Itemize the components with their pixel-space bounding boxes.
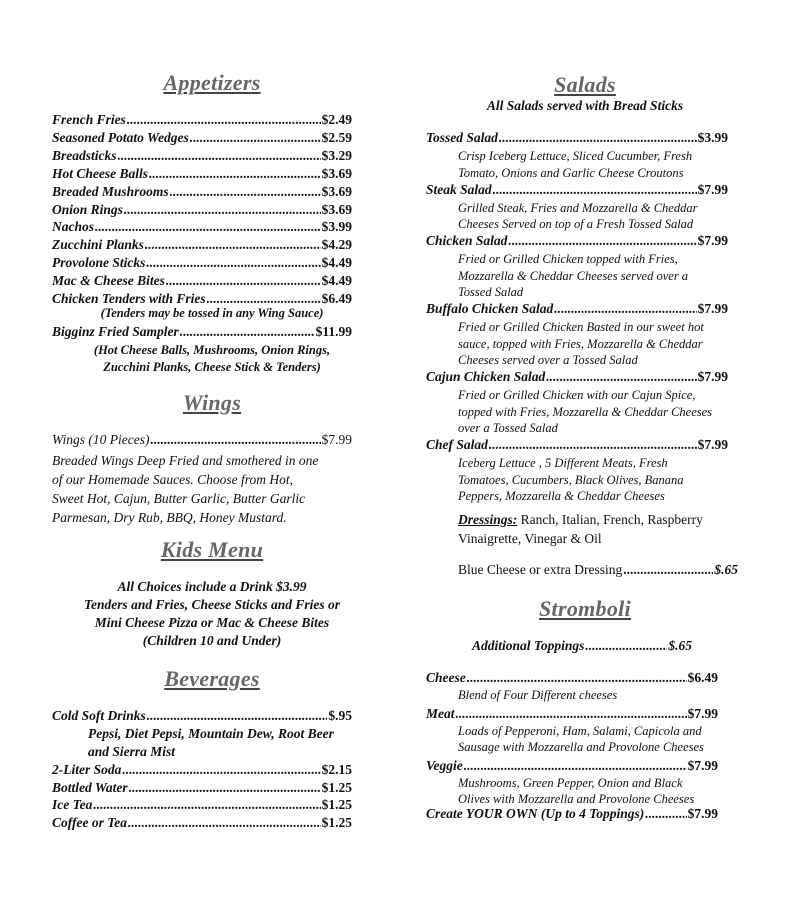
menu-item xyxy=(52,184,352,200)
menu-item-blue-cheese xyxy=(458,562,738,578)
soft-drinks-note-2: and Sierra Mist xyxy=(88,744,176,759)
item-name: Wings (10 Pieces) xyxy=(52,432,150,447)
item-name: Provolone Sticks xyxy=(52,255,146,271)
item-price: $7.99 xyxy=(697,233,728,248)
item-price: $3.69 xyxy=(321,165,352,181)
item-name: Breadsticks xyxy=(52,147,117,163)
menu-item-soft-drinks xyxy=(52,708,352,724)
menu-item xyxy=(426,233,728,249)
item-name: Veggie xyxy=(426,757,463,773)
item-name: Chicken Tenders with Fries xyxy=(52,291,206,306)
desc-line: Peppers, Mozzarella & Cheddar Cheeses xyxy=(458,489,665,503)
menu-item xyxy=(52,202,352,218)
item-name: Hot Cheese Balls xyxy=(52,165,149,181)
item-price: $.95 xyxy=(328,708,352,723)
desc-line: Iceberg Lettuce , 5 Different Meats, Fresh xyxy=(458,456,668,470)
desc-line: Crisp Iceberg Lettuce, Sliced Cucumber, Fresh xyxy=(458,149,693,163)
sampler-note-2: Zucchini Planks, Cheese Stick & Tenders) xyxy=(103,360,321,374)
desc-line: Mozzarella & Cheddar Cheeses served over a xyxy=(458,268,689,283)
item-name: Chicken Salad xyxy=(426,233,508,248)
item-name: Steak Salad xyxy=(426,181,492,197)
kids-line-4: (Children 10 and Under) xyxy=(142,633,282,648)
item-description xyxy=(458,319,758,369)
menu-item xyxy=(52,815,352,831)
desc-line: Tossed Salad xyxy=(458,285,524,299)
desc-line: Tomatoes, Cucumbers, Black Olives, Banana xyxy=(458,472,684,487)
desc-line: Sausage with Mozzarella and Provolone Cheeses xyxy=(458,740,704,754)
desc-line: Parmesan, Dry Rub, BBQ, Honey Mustard. xyxy=(52,510,287,525)
menu-item xyxy=(52,273,352,289)
menu-item xyxy=(52,291,352,307)
menu-item xyxy=(52,130,352,146)
kids-line-1: All Choices include a Drink $3.99 xyxy=(117,579,307,594)
item-description xyxy=(458,775,758,808)
desc-line: Fried or Grilled Chicken topped with Fries, xyxy=(458,252,678,266)
item-price: $4.29 xyxy=(321,237,352,253)
tenders-note: (Tenders may be tossed in any Wing Sauce) xyxy=(100,306,324,320)
item-name: Additional Toppings xyxy=(472,638,585,653)
menu-item xyxy=(426,182,728,198)
menu-item xyxy=(52,166,352,182)
kids-line-2: Tenders and Fries, Cheese Sticks and Fries or xyxy=(83,597,341,612)
stromboli-title: Stromboli xyxy=(539,596,631,621)
item-price: $2.49 xyxy=(321,112,352,127)
salads-subtitle: All Salads served with Bread Sticks xyxy=(486,98,684,113)
menu-item xyxy=(426,130,728,146)
item-name: Tossed Salad xyxy=(426,130,498,145)
menu-item xyxy=(426,437,728,453)
soft-drinks-note-1: Pepsi, Diet Pepsi, Mountain Dew, Root Beer xyxy=(88,726,334,741)
item-name: Bottled Water xyxy=(52,779,128,795)
item-price: $2.59 xyxy=(321,129,352,145)
dressings-text: Ranch, Italian, French, Raspberry xyxy=(517,512,703,527)
menu-item xyxy=(52,148,352,164)
menu-item xyxy=(426,301,728,317)
item-name: Cold Soft Drinks xyxy=(52,708,146,723)
dressings xyxy=(458,510,758,548)
item-name: Coffee or Tea xyxy=(52,814,127,830)
menu-item xyxy=(52,112,352,128)
desc-line: Blend of Four Different cheeses xyxy=(458,688,618,702)
item-name: Cheese xyxy=(426,670,466,685)
menu-item-wings xyxy=(52,432,352,448)
item-price: $7.99 xyxy=(687,705,718,721)
item-price: $1.25 xyxy=(321,797,352,812)
kids-menu-title: Kids Menu xyxy=(160,537,264,562)
item-price: $3.29 xyxy=(321,147,352,163)
desc-line: Cheeses Served on top of a Fresh Tossed Salad xyxy=(458,217,694,231)
item-price: $4.49 xyxy=(321,273,352,289)
item-description xyxy=(458,148,758,181)
item-name: Blue Cheese or extra Dressing xyxy=(458,562,623,577)
menu-item xyxy=(426,758,718,774)
item-name: Nachos xyxy=(52,219,95,235)
menu-item-additional-toppings xyxy=(472,638,692,654)
item-name: Buffalo Chicken Salad xyxy=(426,301,554,316)
desc-line: Olives with Mozzarella and Provolone Cheeses xyxy=(458,792,695,806)
desc-line: topped with Fries, Mozzarella & Cheddar Cheeses xyxy=(458,404,713,419)
item-price: $7.99 xyxy=(687,806,718,821)
desc-line: Loads of Pepperoni, Ham, Salami, Capicola and xyxy=(458,723,702,738)
desc-line: of our Homemade Sauces. Choose from Hot, xyxy=(52,472,293,487)
menu-item xyxy=(52,219,352,235)
item-price: $2.15 xyxy=(321,762,352,777)
item-description xyxy=(458,687,758,704)
item-name: Mac & Cheese Bites xyxy=(52,273,165,289)
item-price: $7.99 xyxy=(697,181,728,197)
item-name: Breaded Mushrooms xyxy=(52,183,169,199)
item-name: Cajun Chicken Salad xyxy=(426,369,546,384)
item-price: $3.99 xyxy=(697,130,728,145)
item-description xyxy=(458,723,758,756)
item-name: Seasoned Potato Wedges xyxy=(52,129,189,145)
menu-item-sampler xyxy=(52,324,352,340)
desc-line: Breaded Wings Deep Fried and smothered in one xyxy=(52,453,319,468)
desc-line: sauce, topped with Fries, Mozzarella & Cheddar xyxy=(458,336,703,351)
item-price: $1.25 xyxy=(321,814,352,830)
item-name: Zucchini Planks xyxy=(52,237,144,253)
item-price: $7.99 xyxy=(697,301,728,316)
item-name: Ice Tea xyxy=(52,797,93,812)
menu-item xyxy=(426,706,718,722)
item-price: $3.69 xyxy=(321,183,352,199)
item-price: $7.99 xyxy=(321,432,352,447)
desc-line: Grilled Steak, Fries and Mozzarella & Cheddar xyxy=(458,200,698,215)
dressings-text: Vinaigrette, Vinegar & Oil xyxy=(458,531,602,546)
desc-line: over a Tossed Salad xyxy=(458,421,558,435)
desc-line: Tomato, Onions and Garlic Cheese Croutons xyxy=(458,165,684,180)
item-price: $7.99 xyxy=(697,437,728,452)
item-price: $3.99 xyxy=(321,219,352,235)
kids-line-3: Mini Cheese Pizza or Mac & Cheese Bites xyxy=(94,615,330,630)
wings-description xyxy=(52,451,372,527)
menu-item xyxy=(426,670,718,686)
item-description xyxy=(458,387,758,437)
item-price: $7.99 xyxy=(687,757,718,773)
item-description xyxy=(458,455,758,505)
item-price: $11.99 xyxy=(315,324,352,339)
item-name: French Fries xyxy=(52,112,126,127)
item-name: Bigginz Fried Sampler xyxy=(52,324,179,339)
sampler-note-1: (Hot Cheese Balls, Mushrooms, Onion Rings, xyxy=(93,343,331,357)
item-name: Create YOUR OWN (Up to 4 Toppings) xyxy=(426,806,645,821)
menu-item xyxy=(52,237,352,253)
item-name: Chef Salad xyxy=(426,437,488,452)
menu-item xyxy=(52,255,352,271)
item-price: $7.99 xyxy=(697,369,728,384)
item-price: $3.69 xyxy=(321,201,352,217)
item-price: $6.49 xyxy=(687,670,718,685)
menu-item xyxy=(52,762,352,778)
menu-item-create-your-own xyxy=(426,806,718,822)
item-price: $6.49 xyxy=(321,291,352,306)
menu-item xyxy=(52,780,352,796)
menu-item xyxy=(52,797,352,813)
item-name: 2-Liter Soda xyxy=(52,762,122,777)
item-price: $.65 xyxy=(668,638,692,653)
dressings-label: Dressings: xyxy=(458,512,518,527)
desc-line: Fried or Grilled Chicken with our Cajun Spice, xyxy=(458,388,696,402)
item-description xyxy=(458,251,758,301)
desc-line: Cheeses served over a Tossed Salad xyxy=(458,353,638,367)
item-price: $4.49 xyxy=(321,255,352,271)
beverages-title: Beverages xyxy=(164,666,260,691)
wings-title: Wings xyxy=(182,390,242,415)
item-name: Onion Rings xyxy=(52,201,123,217)
item-price: $.65 xyxy=(714,562,738,577)
desc-line: Fried or Grilled Chicken Basted in our sweet hot xyxy=(458,320,704,334)
menu-item xyxy=(426,369,728,385)
desc-line: Sweet Hot, Cajun, Butter Garlic, Butter Garlic xyxy=(52,491,306,506)
item-description xyxy=(458,200,758,233)
item-name: Meat xyxy=(426,705,455,721)
appetizers-title: Appetizers xyxy=(163,70,261,95)
item-price: $1.25 xyxy=(321,779,352,795)
desc-line: Mushrooms, Green Pepper, Onion and Black xyxy=(458,775,683,790)
salads-title: Salads xyxy=(554,72,616,97)
